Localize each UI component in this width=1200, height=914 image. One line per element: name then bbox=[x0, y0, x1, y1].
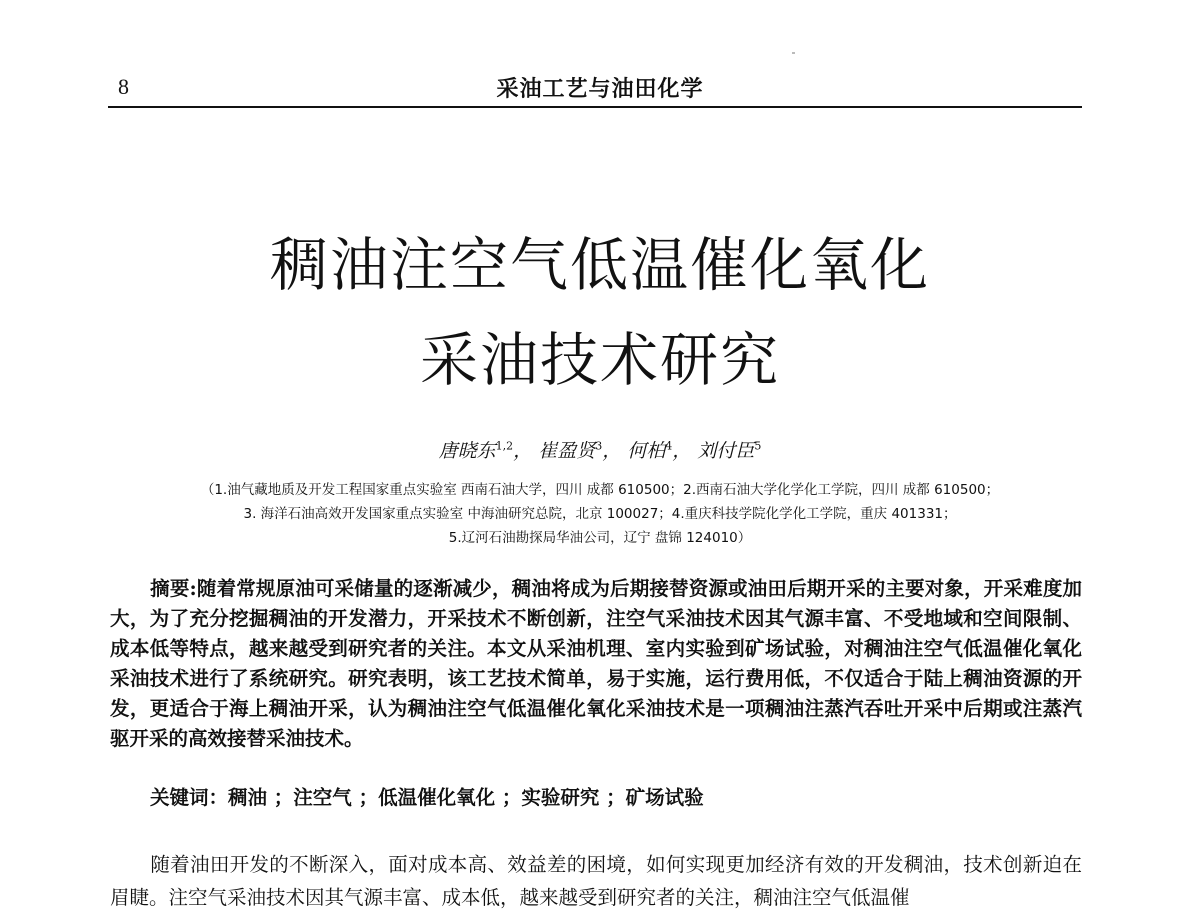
author-affil-mark: 1,2 bbox=[495, 439, 514, 453]
affiliation-line-2: 3. 海洋石油高效开发国家重点实验室 中海油研究总院，北京 100027；4.重庆科技学院化学化工学院，重庆 401331； bbox=[243, 506, 957, 522]
author-name: 唐晓东 bbox=[438, 440, 496, 462]
title-line-1: 稠油注空气低温催化氧化 bbox=[269, 231, 930, 299]
affiliation-line-3: 5.辽河石油勘探局华油公司，辽宁 盘锦 124010） bbox=[448, 530, 752, 546]
author-list: 唐晓东$^{1,2}$， 崔盈贤$^3$， 何柏$^4$， 刘付臣$^5$ bbox=[438, 439, 762, 462]
author-affil-mark: 5 bbox=[754, 439, 762, 453]
header-rule bbox=[108, 106, 1082, 108]
abstract bbox=[110, 574, 1082, 754]
journal-name: 采油工艺与油田化学 bbox=[496, 77, 704, 102]
abstract-text: 摘要:随着常规原油可采储量的逐渐减少，稠油将成为后期接替资源或油田后期开采的主要对象，开采难度加大，为了充分挖掘稠油的开发潜力，开采技术不断创新，注空气采油技术因其气源丰富、不受地域和空间限制、成本低等特点，越来越受到研究者的关注。本文从采油机理、室内实验到矿场试验，对稠油注空气低温催化氧化采油技术进行了系统研究。研究表明，该工艺技术简单，易于实施，运行费用低，不仅适合于陆上稠油资源的开发，更适合于海上稠油开采，认为稠油注空气低温催化氧化采油技术是一项稠油注蒸汽吞吐开采中后期或注蒸汽驱开采的高效接替采油技术。 bbox=[110, 577, 1082, 750]
body-paragraph bbox=[110, 848, 1082, 914]
body-paragraph-text: 随着油田开发的不断深入，面对成本高、效益差的困境，如何实现更加经济有效的开发稠油，技术创新迫在眉睫。注空气采油技术因其气源丰富、成本低，越来越受到研究者的关注，稠油注空气低温催 bbox=[110, 853, 1082, 909]
page-number: 8 bbox=[118, 74, 129, 99]
title-line-2: 采油技术研究 bbox=[419, 326, 780, 394]
author-name: 刘付臣 bbox=[697, 440, 755, 462]
author-affil-mark: 3 bbox=[595, 439, 603, 453]
author-affil-mark: 4 bbox=[665, 439, 673, 453]
scan-speck bbox=[792, 52, 795, 54]
keywords: 关键词：稠油 ；注空气 ；低温催化氧化 ；实验研究 ；矿场试验 bbox=[150, 786, 704, 809]
affiliation-line-1: （1.油气藏地质及开发工程国家重点实验室 西南石油大学，四川 成都 610500；2.西南石油大学化学化工学院，四川 成都 610500； bbox=[200, 482, 1000, 498]
author-name: 崔盈贤 bbox=[538, 440, 596, 462]
author-name: 何柏 bbox=[627, 440, 666, 462]
